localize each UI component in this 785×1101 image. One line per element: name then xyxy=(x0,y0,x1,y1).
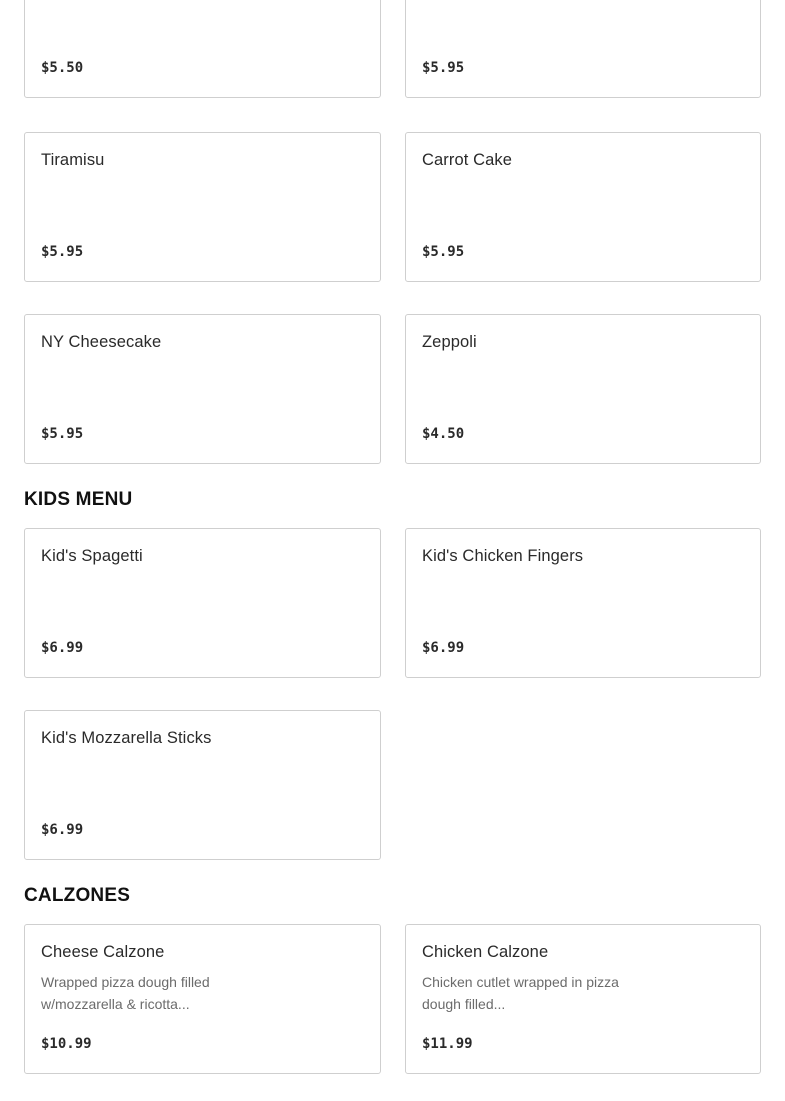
item-price: $6.99 xyxy=(422,640,465,656)
item-name: Kid's Spagetti xyxy=(41,547,143,565)
menu-item-card-ny-cheesecake[interactable] xyxy=(24,314,381,464)
item-price: $5.95 xyxy=(41,426,84,442)
menu-item-card-cheese-calzone[interactable] xyxy=(24,924,381,1074)
menu-item-card-carrot-cake[interactable] xyxy=(405,132,761,282)
menu-item-card-zeppoli[interactable] xyxy=(405,314,761,464)
item-name: Cheese Calzone xyxy=(41,943,165,961)
item-name: Kid's Chicken Fingers xyxy=(422,547,584,565)
item-price: $10.99 xyxy=(41,1036,92,1052)
item-name: Chicken Calzone xyxy=(422,943,549,961)
item-price: $6.99 xyxy=(41,640,84,656)
item-name: Tiramisu xyxy=(41,151,105,169)
item-price: $5.50 xyxy=(41,60,84,76)
item-name: Zeppoli xyxy=(422,333,477,351)
menu-item-card-kids-mozzarella-sticks[interactable] xyxy=(24,710,381,860)
item-price: $11.99 xyxy=(422,1036,473,1052)
item-name: Kid's Mozzarella Sticks xyxy=(41,729,212,747)
item-price: $4.50 xyxy=(422,426,465,442)
item-description: Wrapped pizza dough filled w/mozzarella & ricotta... xyxy=(41,974,210,1012)
item-price: $5.95 xyxy=(422,244,465,260)
menu-item-card[interactable] xyxy=(24,0,381,98)
menu-item-card-kids-chicken-fingers[interactable] xyxy=(405,528,761,678)
menu-item-card-kids-spagetti[interactable] xyxy=(24,528,381,678)
item-name: Carrot Cake xyxy=(422,151,513,169)
item-name: NY Cheesecake xyxy=(41,333,162,351)
menu-item-card-tiramisu[interactable] xyxy=(24,132,381,282)
item-price: $5.95 xyxy=(422,60,465,76)
item-price: $5.95 xyxy=(41,244,84,260)
item-price: $6.99 xyxy=(41,822,84,838)
section-heading-kids-menu: KIDS MENU xyxy=(24,489,133,510)
section-heading-calzones: CALZONES xyxy=(24,885,131,906)
menu-item-card-chicken-calzone[interactable] xyxy=(405,924,761,1074)
menu-item-card[interactable] xyxy=(405,0,761,98)
item-description: Chicken cutlet wrapped in pizza dough filled... xyxy=(422,974,619,1012)
